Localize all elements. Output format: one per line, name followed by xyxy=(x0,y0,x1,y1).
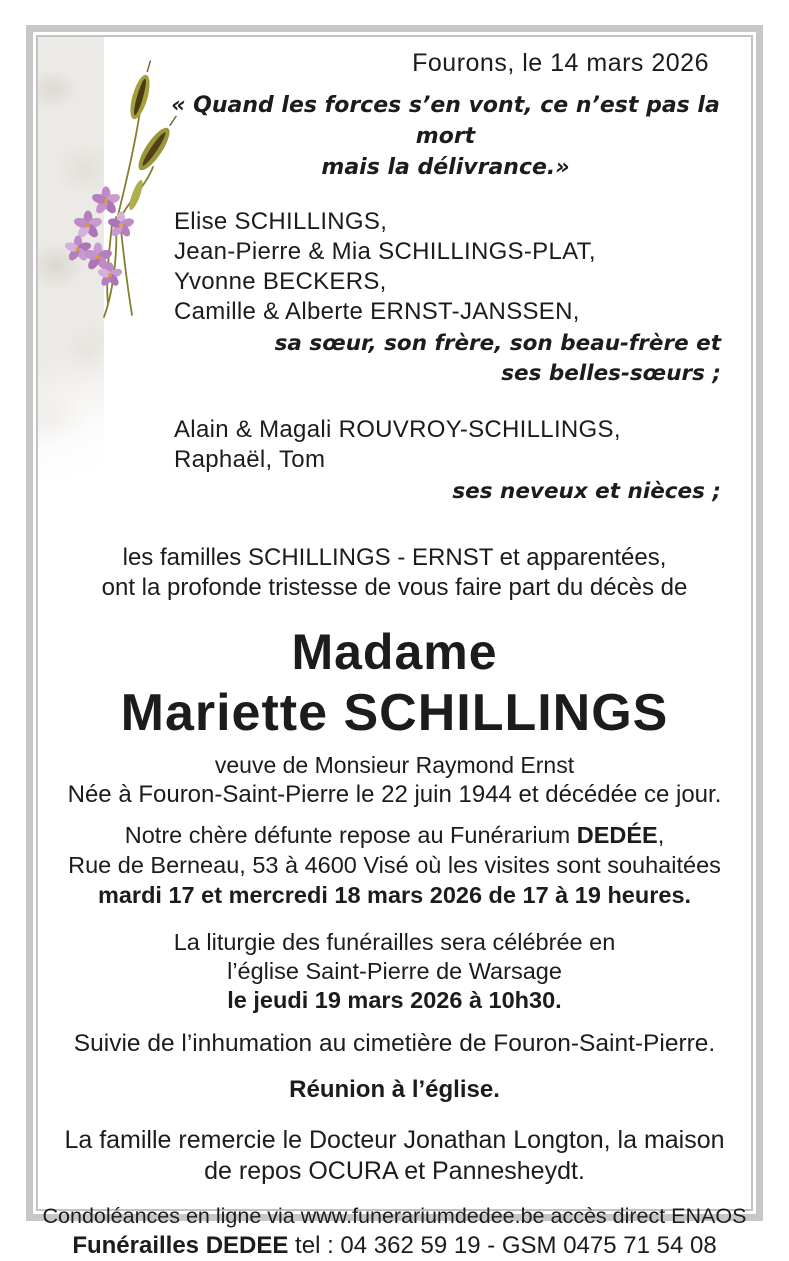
funerarium-name: DEDÉE xyxy=(576,822,658,848)
relation-group-1 xyxy=(38,329,751,389)
families-line-1: les familles SCHILLINGS - ERNST et apparentées, xyxy=(122,544,667,571)
announcement-card xyxy=(26,25,763,1259)
mourner-name: Elise SCHILLINGS, xyxy=(174,208,388,235)
announcement-content xyxy=(38,49,751,1259)
mourners-group-2 xyxy=(174,415,751,475)
mourner-name: Raphaël, Tom xyxy=(174,446,326,473)
repose-line-1-comma: , xyxy=(657,822,665,848)
epitaph-quote xyxy=(38,90,751,183)
relation-line: ses belles-sœurs ; xyxy=(501,361,721,386)
thanks-line-1: La famille remercie le Docteur Jonathan Longton, la maison xyxy=(64,1126,725,1154)
visits-schedule: mardi 17 et mercredi 18 mars 2026 de 17 à 19 heures. xyxy=(97,882,692,908)
liturgy-paragraph xyxy=(38,928,751,1015)
repose-line-1-text: Notre chère défunte repose au Funérarium xyxy=(124,822,577,848)
liturgy-line-2: l’église Saint-Pierre de Warsage xyxy=(227,958,562,984)
repose-line-2: Rue de Berneau, 53 à 4600 Visé où les visites sont souhaitées xyxy=(68,852,721,878)
widow-line: veuve de Monsieur Raymond Ernst xyxy=(214,752,575,778)
quote-line-1: « Quand les forces s’en vont, ce n’est pas la mort xyxy=(171,93,720,149)
announcement-card-inner-frame xyxy=(36,35,753,1259)
relation-line: ses neveux et nièces ; xyxy=(452,479,721,504)
mourner-name: Camille & Alberte ERNST-JANSSEN, xyxy=(174,298,580,325)
families-announcement xyxy=(38,543,751,603)
repose-line-1 xyxy=(38,820,751,850)
mourner-name: Jean-Pierre & Mia SCHILLINGS-PLAT, xyxy=(174,238,596,265)
repose-paragraph xyxy=(38,820,751,910)
liturgy-line-1: La liturgie des funérailles sera célébrée en xyxy=(173,929,616,955)
birth-death-line: Née à Fouron-Saint-Pierre le 22 juin 1944 et décédée ce jour. xyxy=(67,781,722,808)
deceased-name: Mariette SCHILLINGS xyxy=(120,684,669,742)
thanks-line-2: de repos OCURA et Pannesheydt. xyxy=(204,1157,585,1185)
burial-line: Suivie de l’inhumation au cimetière de Fouron-Saint-Pierre. xyxy=(73,1030,716,1057)
reunion-line: Réunion à l’église. xyxy=(289,1076,500,1103)
dateline: Fourons, le 14 mars 2026 xyxy=(412,49,709,77)
families-line-2: ont la profonde tristesse de vous faire part du décès de xyxy=(101,574,688,601)
funeral-home-phones: tel : 04 362 59 19 - GSM 0475 71 54 08 xyxy=(288,1232,717,1259)
thanks-paragraph xyxy=(38,1125,751,1187)
funeral-datetime: le jeudi 19 mars 2026 à 10h30. xyxy=(227,987,562,1013)
quote-line-2: mais la délivrance.» xyxy=(321,155,570,180)
relation-line: sa sœur, son frère, son beau-frère et xyxy=(274,331,721,356)
deceased-title: Madame xyxy=(291,624,498,680)
mourner-name: Yvonne BECKERS, xyxy=(174,268,387,295)
mourner-name: Alain & Magali ROUVROY-SCHILLINGS, xyxy=(174,416,621,443)
mourners-group-1 xyxy=(174,207,751,327)
funeral-home-contact-line xyxy=(38,1230,751,1261)
online-condolences-line: Condoléances en ligne via www.funerariumdedee.be accès direct ENAOS xyxy=(42,1204,747,1228)
relation-group-2 xyxy=(38,477,751,507)
funeral-home-name: Funérailles DEDEE xyxy=(72,1232,289,1259)
